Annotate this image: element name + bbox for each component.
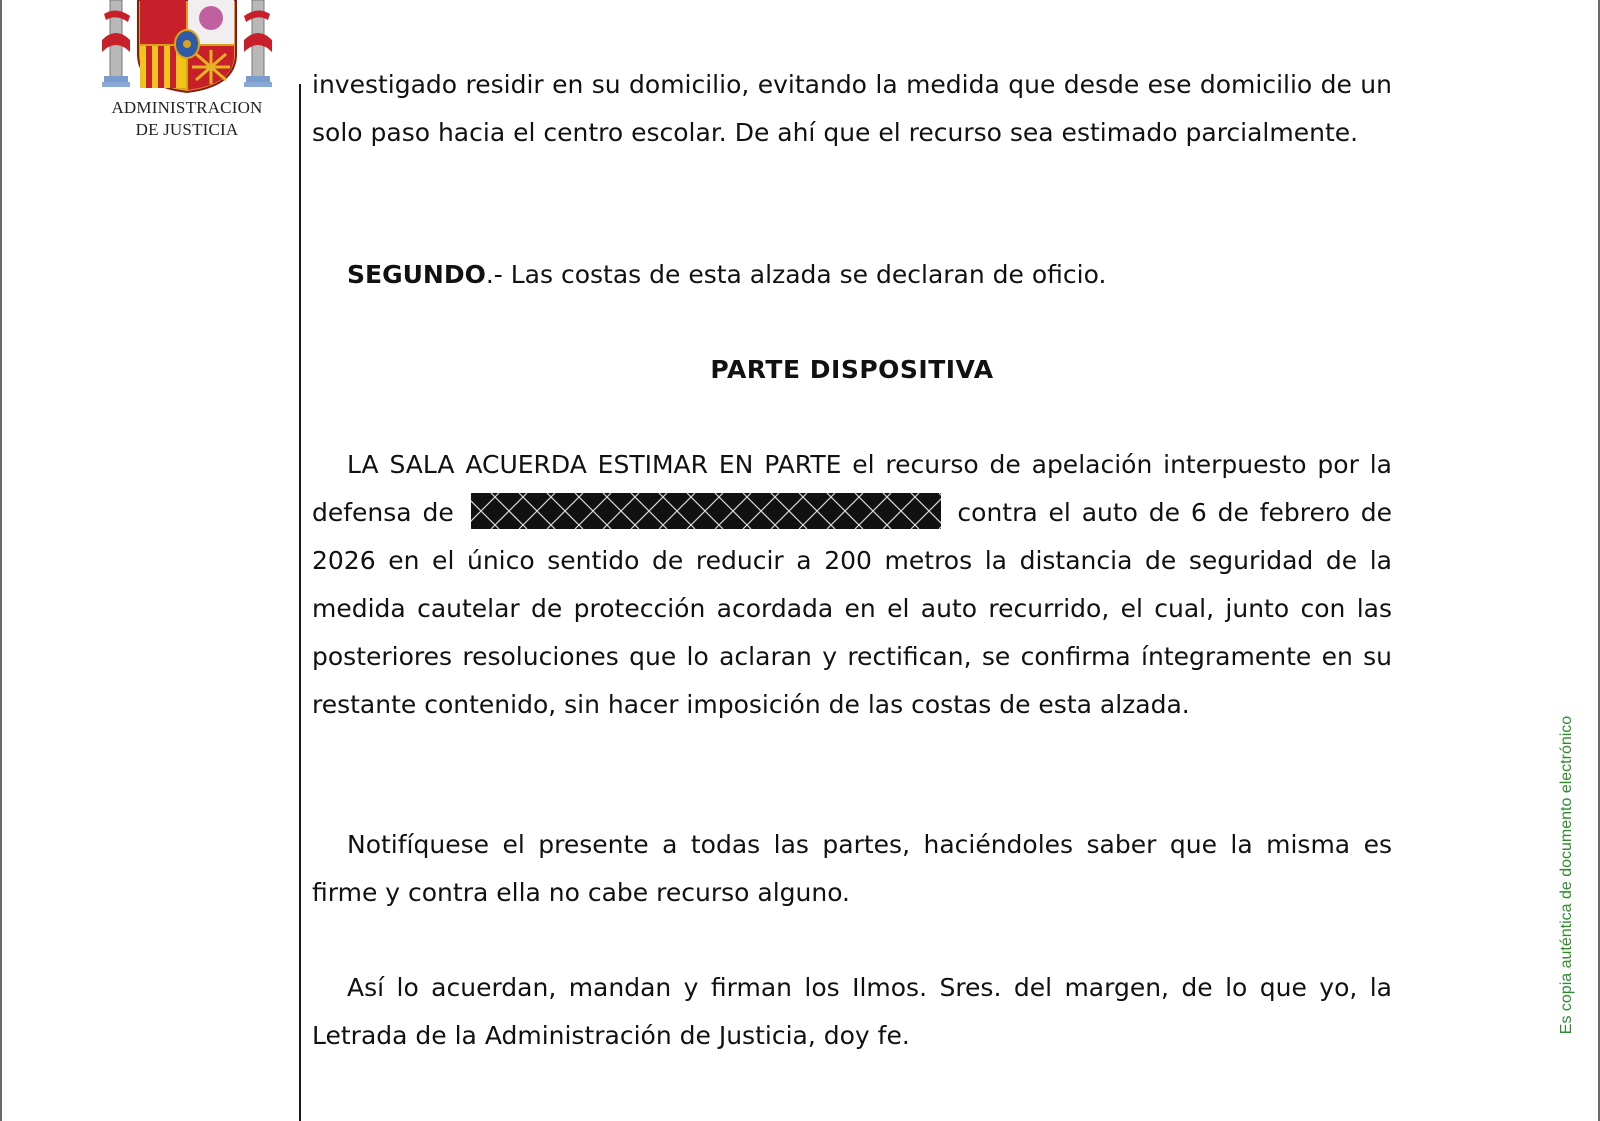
coat-of-arms-icon: [100, 0, 274, 96]
segundo-text: .- Las costas de esta alzada se declaran de oficio.: [485, 260, 1107, 289]
paragraph-notification: Notifíquese el presente a todas las partes, haciéndoles saber que la misma es firme y contra ella no cabe recurso alguno.: [312, 830, 1392, 907]
institution-line-1: ADMINISTRACION: [111, 98, 263, 117]
authenticity-stamp: Es copia auténtica de documento electrónico: [1558, 715, 1575, 1035]
ruling-text-start: LA SALA ACUERDA ESTIMAR EN PARTE el recurso de apelación interpuesto por la defensa de: [312, 450, 1392, 527]
ruling-text-end: contra el auto de 6 de febrero de 2026 en el único sentido de reducir a 200 metros la distancia de seguridad de la medida cautelar de protección acordada en el auto recurrido, el cual, junto con las posteriores resoluciones que lo aclaran y rectifican, se confirma íntegramente en su restante contenido, sin hacer imposición de las costas de esta alzada.: [312, 498, 1392, 719]
paragraph-ruling: [312, 441, 1392, 729]
page-left-edge: [0, 0, 2, 1121]
institution-line-2: DE JUSTICIA: [135, 120, 239, 139]
section-heading: PARTE DISPOSITIVA: [710, 355, 994, 384]
paragraph-segundo: [312, 251, 1392, 299]
redacted-name-block: [471, 493, 941, 529]
margin-rule: [299, 84, 301, 1121]
segundo-label: SEGUNDO: [347, 260, 486, 289]
institution-caption: [90, 97, 284, 141]
paragraph-continuation: investigado residir en su domicilio, evitando la medida que desde ese domicilio de un solo paso hacia el centro escolar. De ahí que el recurso sea estimado parcialmente.: [312, 70, 1392, 147]
paragraph-closing: Así lo acuerdan, mandan y firman los Ilmos. Sres. del margen, de lo que yo, la Letrada de la Administración de Justicia, doy fe.: [312, 973, 1392, 1050]
